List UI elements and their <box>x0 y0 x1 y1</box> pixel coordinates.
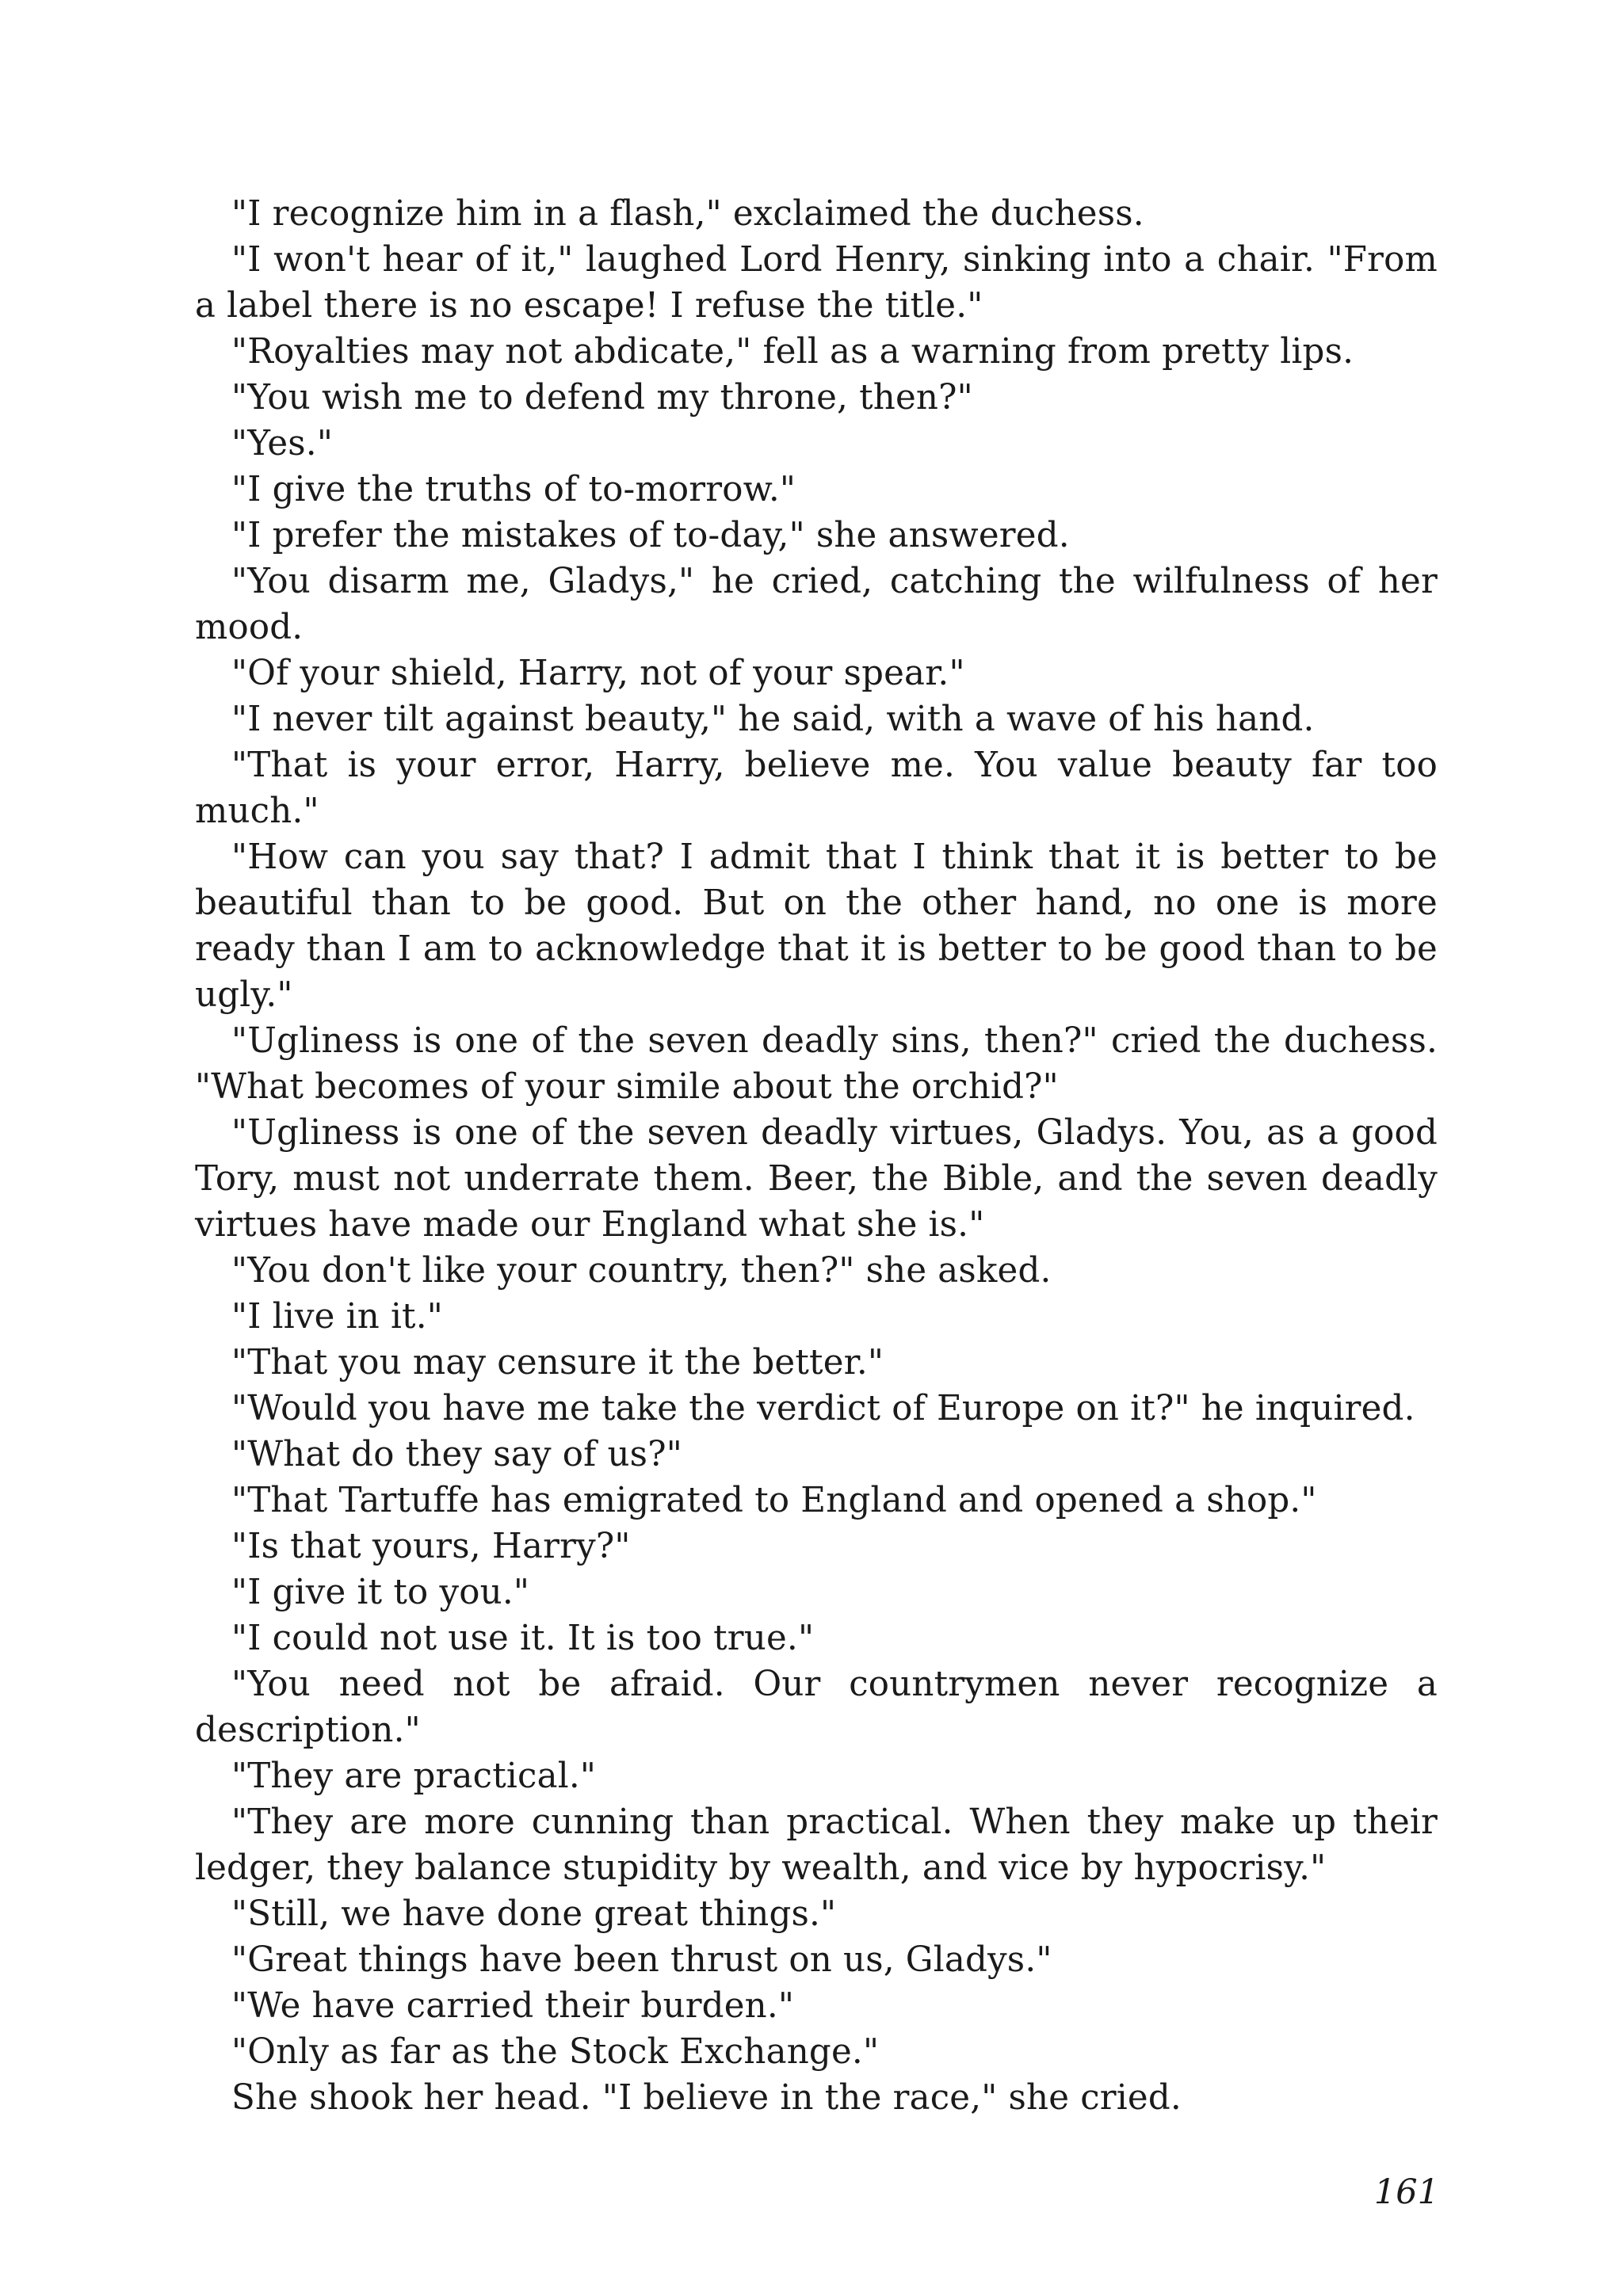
paragraph: "We have carried their burden." <box>231 1986 795 2026</box>
paragraph: "You disarm me, Gladys," he cried, catching the wilfulness of her mood. <box>195 562 1438 647</box>
paragraph: "I won't hear of it," laughed Lord Henry, sinking into a chair. "From a label there is no escape! I refuse the title." <box>195 240 1438 326</box>
paragraph: She shook her head. "I believe in the race," she cried. <box>231 2078 1182 2118</box>
paragraph: "How can you say that? I admit that I think that it is better to be beautiful than to be good. But on the other hand, no one is more ready than I am to acknowledge that it is better to be good than to be ugly." <box>195 837 1438 1015</box>
paragraph: "I never tilt against beauty," he said, with a wave of his hand. <box>231 700 1315 739</box>
paragraph: "Ugliness is one of the seven deadly virtues, Gladys. You, as a good Tory, must not underrate them. Beer, the Bible, and the seven deadly virtues have made our England what she is." <box>195 1113 1438 1245</box>
page-number: 161 <box>1373 2172 1439 2212</box>
paragraph: "You wish me to defend my throne, then?" <box>231 378 973 418</box>
paragraph: "Ugliness is one of the seven deadly sins, then?" cried the duchess. "What becomes of your simile about the orchid?" <box>195 1021 1438 1107</box>
paragraph: "Royalties may not abdicate," fell as a warning from pretty lips. <box>231 332 1354 372</box>
paragraph: "I recognize him in a flash," exclaimed the duchess. <box>231 194 1144 234</box>
paragraph: "They are more cunning than practical. When they make up their ledger, they balance stupidity by wealth, and vice by hypocrisy." <box>195 1802 1438 1888</box>
paragraph: "You need not be afraid. Our countrymen never recognize a description." <box>195 1665 1438 1750</box>
paragraph: "Great things have been thrust on us, Gladys." <box>231 1940 1052 1980</box>
body-text <box>195 191 1438 2121</box>
paragraph: "I give it to you." <box>231 1573 530 1612</box>
paragraph: "I give the truths of to-morrow." <box>231 470 796 509</box>
paragraph: "Yes." <box>231 424 334 463</box>
paragraph: "I live in it." <box>231 1297 443 1337</box>
paragraph: "You don't like your country, then?" she asked. <box>231 1251 1052 1291</box>
paragraph: "That Tartuffe has emigrated to England and opened a shop." <box>231 1481 1317 1520</box>
paragraph: "I could not use it. It is too true." <box>231 1619 815 1658</box>
paragraph: "They are practical." <box>231 1756 597 1796</box>
paragraph: "I prefer the mistakes of to-day," she answered. <box>231 516 1070 555</box>
paragraph: "That is your error, Harry, believe me. You value beauty far too much." <box>195 746 1438 831</box>
paragraph: "Still, we have done great things." <box>231 1894 837 1934</box>
paragraph: "Only as far as the Stock Exchange." <box>231 2032 880 2072</box>
paragraph: "Would you have me take the verdict of Europe on it?" he inquired. <box>231 1389 1415 1428</box>
paragraph: "Is that yours, Harry?" <box>231 1527 631 1566</box>
paragraph: "That you may censure it the better." <box>231 1343 884 1383</box>
paragraph: "What do they say of us?" <box>231 1435 682 1474</box>
paragraph: "Of your shield, Harry, not of your spear." <box>231 654 965 693</box>
